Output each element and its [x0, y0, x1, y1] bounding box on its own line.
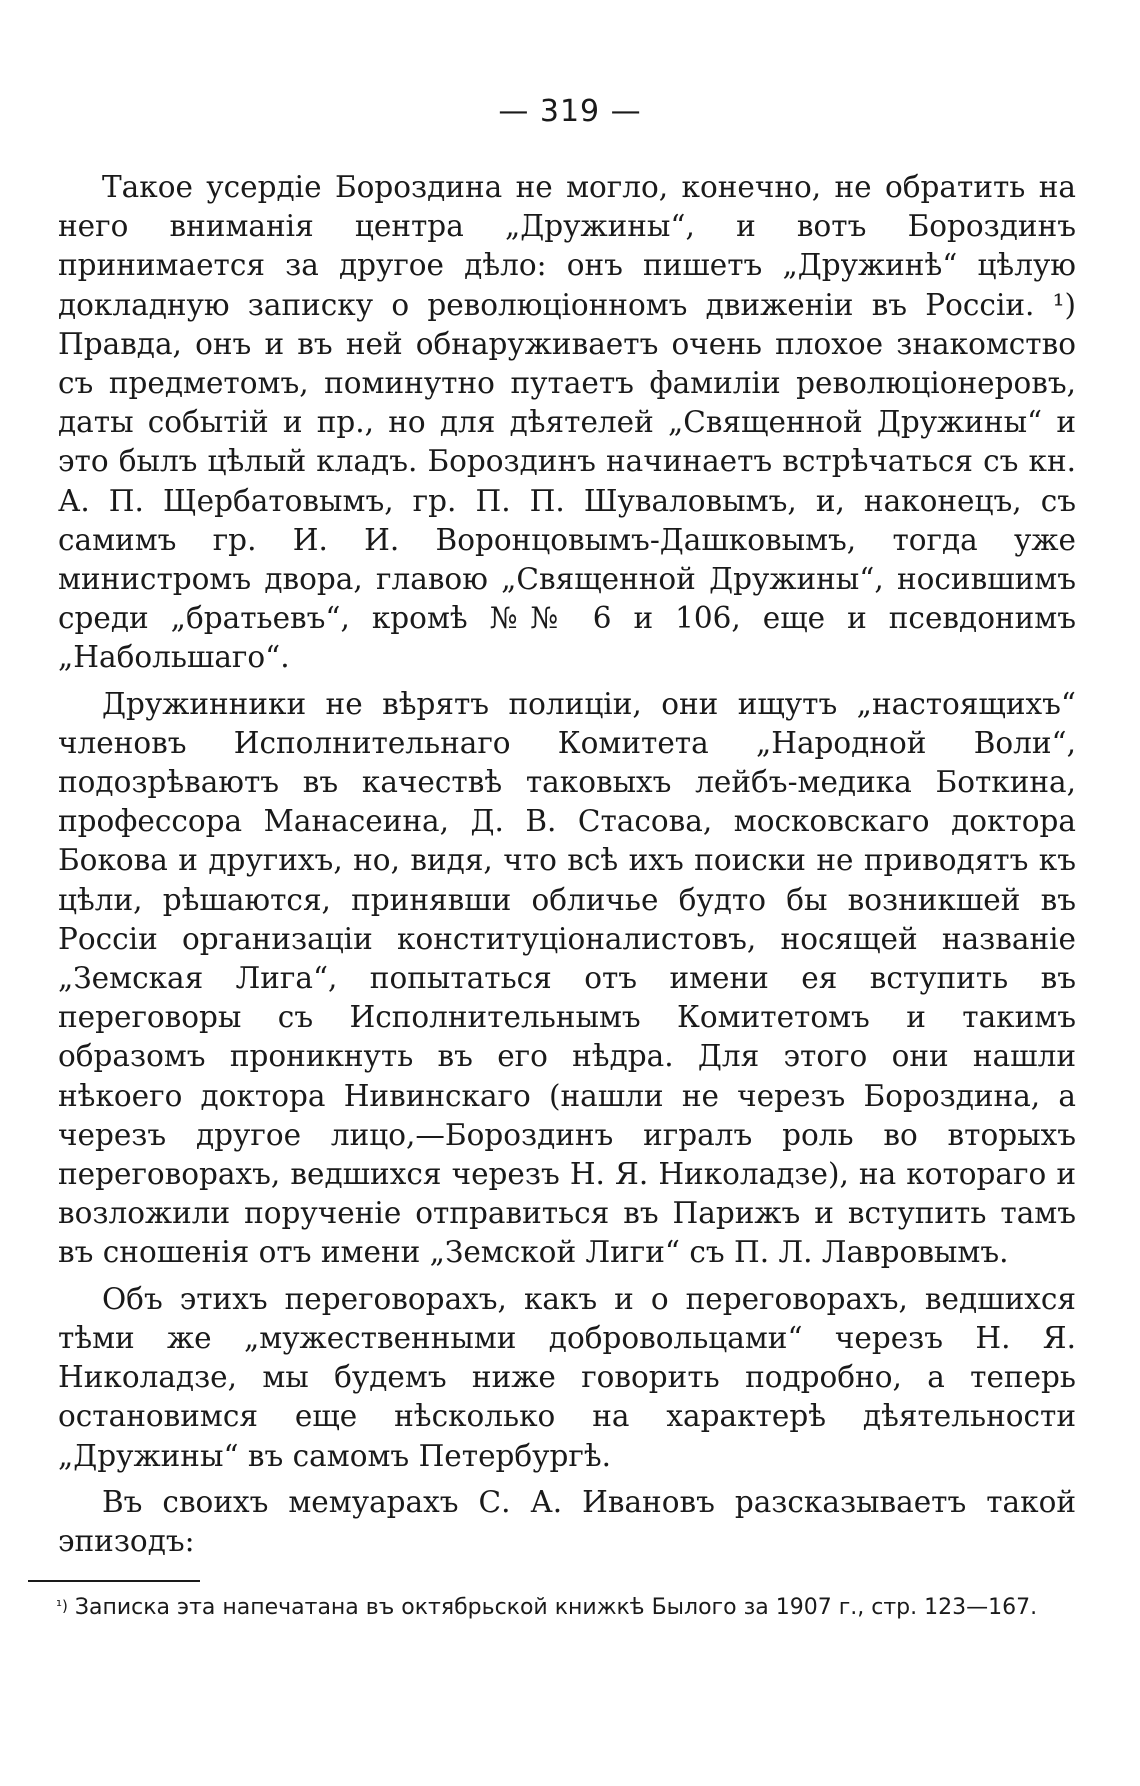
- footnote: [28, 1592, 1076, 1624]
- footnote-divider: [28, 1580, 200, 1582]
- paragraph-4: Въ своихъ мемуарахъ С. А. Ивановъ разсказываетъ такой эпизодъ:: [58, 1484, 1076, 1558]
- paragraph-2: Дружинники не вѣрятъ полиціи, они ищутъ „настоящихъ“ членовъ Исполнительнаго Комитета „Народной Воли“, подозрѣваютъ въ качествѣ таковыхъ лейбъ-медика Боткина, профессора Манасеина, Д. В. Стасова, московскаго доктора Бокова и другихъ, но, видя, что всѣ ихъ поиски не приводятъ къ цѣли, рѣшаются, принявши обличье будто бы возникшей въ Россіи организаціи конституціоналистовъ, носящей названіе „Земская Лига“, попытаться отъ имени ея вступить въ переговоры съ Исполнительнымъ Комитетомъ и такимъ образомъ проникнуть въ его нѣдра. Для этого они нашли нѣкоего доктора Нивинскаго (нашли не черезъ Бороздина, а черезъ другое лицо,—Бороздинъ игралъ роль во вторыхъ переговорахъ, ведшихся черезъ Н. Я. Николадзе), на котораго и возложили порученіе отправиться въ Парижъ и вступить тамъ въ сношенія отъ имени „Земской Лиги“ съ П. Л. Лавровымъ.: [58, 686, 1076, 1270]
- footnote-text: Записка эта напечатана въ октябрьской книжкѣ Былого за 1907 г., стр. 123—167.: [74, 1595, 1038, 1620]
- paragraph-3: Объ этихъ переговорахъ, какъ и о переговорахъ, ведшихся тѣми же „мужественными добровольцами“ черезъ Н. Я. Николадзе, мы будемъ ниже говорить подробно, а теперь остановимся еще нѣсколько на характерѣ дѣятельности „Дружины“ въ самомъ Петербургѣ.: [58, 1281, 1076, 1473]
- footnote-marker: ¹): [56, 1597, 68, 1615]
- main-text: [58, 168, 1076, 1568]
- footnote-area: [28, 1580, 1076, 1624]
- paragraph-1: Такое усердіе Бороздина не могло, конечно, не обратить на него вниманія центра „Дружины“, и вотъ Бороздинъ принимается за другое дѣло: онъ пишетъ „Дружинѣ“ цѣлую докладную записку о революціонномъ движеніи въ Россіи. ¹) Правда, онъ и въ ней обнаруживаетъ очень плохое знакомство съ предметомъ, поминутно путаетъ фамиліи революціонеровъ, даты событій и пр., но для дѣятелей „Священной Дружины“ и это былъ цѣлый кладъ. Бороздинъ начинаетъ встрѣчаться съ кн. А. П. Щербатовымъ, гр. П. П. Шуваловымъ, и, наконецъ, съ самимъ гр. И. И. Воронцовымъ-Дашковымъ, тогда уже министромъ двора, главою „Священной Дружины“, носившимъ среди „братьевъ“, кромѣ №№ 6 и 106, еще и псевдонимъ „Набольшаго“.: [58, 170, 1076, 675]
- page-number: — 319 —: [498, 94, 642, 129]
